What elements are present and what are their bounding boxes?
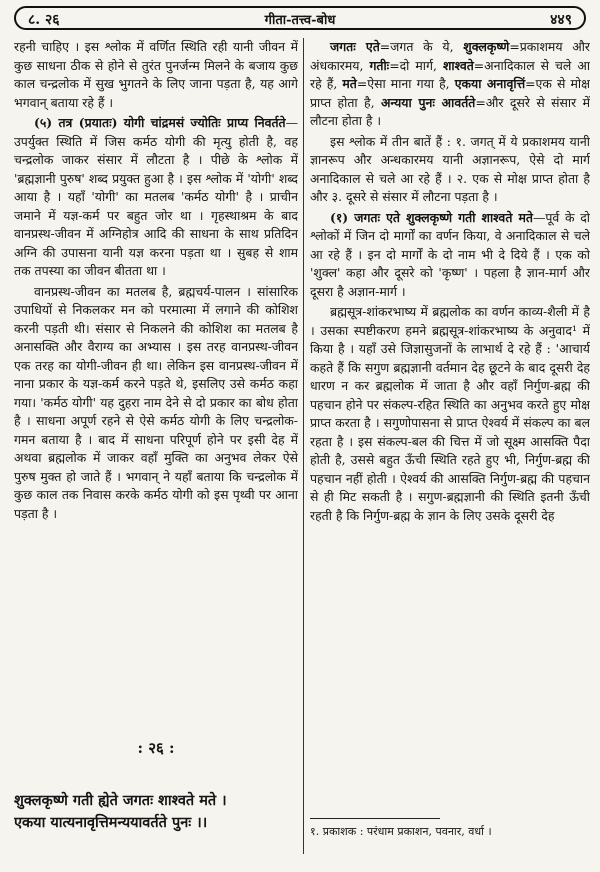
footnote-rule xyxy=(310,818,440,819)
gloss-term: शुक्लकृष्णे xyxy=(463,39,510,54)
page-header xyxy=(14,6,586,30)
commentary-text: —पूर्व के दो श्लोकों में जिन दो मार्गों का वर्णन किया, वे अनादिकाल से चले आ रहे हैं । इन दो मार्गों के दो नाम भी दे दिये हैं । एक को 'शुक्ल' कहा और दूसरे को 'कृष्ण' । पहला है ज्ञान-मार्ग और दूसरा है अज्ञान-मार्ग । xyxy=(310,209,590,299)
gloss-meaning: =जगत के ये, xyxy=(379,39,464,54)
commentary-heading: (५) तत्र (प्रयातः) योगी चांद्रमसं ज्योतिः प्राप्य निवर्तते xyxy=(34,115,286,130)
right-column xyxy=(310,38,590,808)
verse-line-1: शुक्लकृष्णे गती ह्येते जगतः शाश्वते मते । xyxy=(14,792,227,809)
column-divider xyxy=(303,38,304,854)
chapter-verse-ref: ८. २६ xyxy=(28,12,60,28)
gloss-term: मते xyxy=(342,76,357,91)
gloss-term: अन्यया पुनः आवर्तते xyxy=(380,94,476,110)
commentary-text: —उपर्युक्त स्थिति में जिस कर्मठ योगी की मृत्यु होती है, वह चन्द्रलोक जाकर संसार में लौटता है । पीछे के श्लोक में 'ब्रह्मज्ञानी पुरुष' शब्द प्रयुक्त हुआ है । इस श्लोक में 'योगी' शब्द आया है । यहाँ 'योगी' का मतलब 'कर्मठ योगी' है । प्राचीन जमाने में यज्ञ-कर्म पर बहुत जोर था । गृहस्थाश्रम के बाद वानप्रस्थ-जीवन में अग्निहोत्र आदि की साधना के साथ प्रतिदिन अग्नि की उपासना यानी यज्ञ करना पड़ता था । सुबह से शाम तक तपस्या का जीवन बीतता था । xyxy=(14,115,298,278)
word-meaning-gloss xyxy=(310,38,590,131)
gloss-meaning: =ऐसा माना गया है, xyxy=(356,76,455,91)
gloss-meaning: =और दूसरे से संसार में लौटना होता है । xyxy=(310,94,590,128)
gloss-term: गतीः xyxy=(369,57,390,73)
gloss-meaning: =अनादिकाल से चले आ रहे हैं, xyxy=(310,57,590,91)
paragraph: रहनी चाहिए । इस श्लोक में वर्णित स्थिति रही यानी जीवन में कुछ साधना ठीक से होने से तुरंत पुनर्जन्म मिलने के बजाय कुछ काल चन्द्रलोक में सुख भुगतने के लिए जाना पड़ता है, यह आगे भगवान् बताया रहे हैं । xyxy=(14,39,298,110)
paragraph: इस श्लोक में तीन बातें हैं : १. जगत् में ये प्रकाशमय यानी ज्ञानरूप और अन्धकारमय यानी अज्ञानरूप, ऐसे दो मार्ग अनादिकाल से चले आ रहे हैं । २. एक से मोक्ष प्राप्त होता है और ३. दूसरे से संसार में लौटना पड़ता है । xyxy=(310,133,590,204)
gloss-term: एकया अनावृत्तिं xyxy=(454,76,526,91)
paragraph: ब्रह्मसूत्र-शांकरभाष्य में ब्रह्मलोक का वर्णन काव्य-शैली में है । उसका स्पष्टीकरण हमने ब्रह्मसूत्र-शांकरभाष्य के अनुवाद¹ में किया है । यहाँ उसे जिज्ञासुजनों के लाभार्थ दे रहे हैं : 'आचार्य कहते हैं कि सगुण ब्रह्मज्ञानी वर्तमान देह छूटने के बाद दूसरी देह धारण न कर ब्रह्मलोक में जाता है और वहाँ निर्गुण-ब्रह्म की पहचान होने पर संकल्प-रहित स्थिति का अनुभव करते हुए मोक्ष प्राप्त करता है । सगुणोपासना से प्राप्त ऐश्वर्य में संकल्प का बल रहता है । इस संकल्प-बल की चित्त में जो सूक्ष्म आसक्ति पैदा होती है, उससे बहुत ऊँची स्थिति रहते हुए भी, निर्गुण-ब्रह्म की पहचान नहीं होती । ऐश्वर्य की आसक्ति निर्गुण-ब्रह्म की पहचान से ही मिट सकती है । सगुण-ब्रह्मज्ञानी की स्थिति इतनी ऊँची रहती है कि निर्गुण-ब्रह्म के ज्ञान के लिए उसके दूसरी देह xyxy=(310,304,590,523)
gloss-meaning: =दो मार्ग, xyxy=(389,57,443,73)
paragraph xyxy=(310,209,590,302)
gloss-term: जगतः एते xyxy=(330,39,380,54)
paragraph xyxy=(14,114,298,281)
gloss-meaning: =एक से मोक्ष प्राप्त होता है, xyxy=(310,76,590,110)
verse-line-2: एकया यात्यनावृत्तिमन्ययावर्तते पुनः ।। xyxy=(14,814,208,831)
commentary-heading: (१) जगतः एते शुक्लकृष्णे गती शाश्वते मते xyxy=(330,209,533,225)
paragraph: वानप्रस्थ-जीवन का मतलब है, ब्रह्मचर्य-पालन । सांसारिक उपाधियों से निकलकर मन को परमात्मा में लगाने की कोशिश करनी पड़ती थी। संसार से निकलने की कोशिश का मतलब है अनासक्ति और वैराग्य का अभ्यास । इस तरह वानप्रस्थ-जीवन एक तरह का योगी-जीवन ही था। लेकिन इस वानप्रस्थ-जीवन में नाना प्रकार के यज्ञ-कर्म करने पड़ते थे, इसलिए उसे कर्मठ कहा गया। 'कर्मठ योगी' यह दुहरा नाम देने से दो प्रकार का बोध होता है । साधना अपूर्ण रहने से ऐसे कर्मठ योगी के लिए चन्द्रलोक-गमन बताया है । बाद में साधना परिपूर्ण होने पर इसी देह में अथवा ब्रह्मलोक में जाकर वहाँ मुक्ति का अनुभव लेकर ऐसे पुरुष मुक्त हो जाते हैं । भगवान् ने यहाँ बताया कि चन्द्रलोक में कुछ काल तक निवास करके कर्मठ योगी को इस पृथ्वी पर आना पड़ता है । xyxy=(14,283,298,521)
footnote: १. प्रकाशक : परंधाम प्रकाशन, पवनार, वर्धा । xyxy=(310,825,492,838)
gloss-term: शाश्वते xyxy=(442,57,474,73)
page-number: ४४९ xyxy=(550,12,572,28)
gloss-meaning: =प्रकाशमय और अंधकारमय, xyxy=(310,39,590,73)
left-column xyxy=(14,38,298,760)
verse-number: : २६ : xyxy=(137,739,175,757)
book-title: गीता-तत्त्व-बोध xyxy=(264,13,336,28)
